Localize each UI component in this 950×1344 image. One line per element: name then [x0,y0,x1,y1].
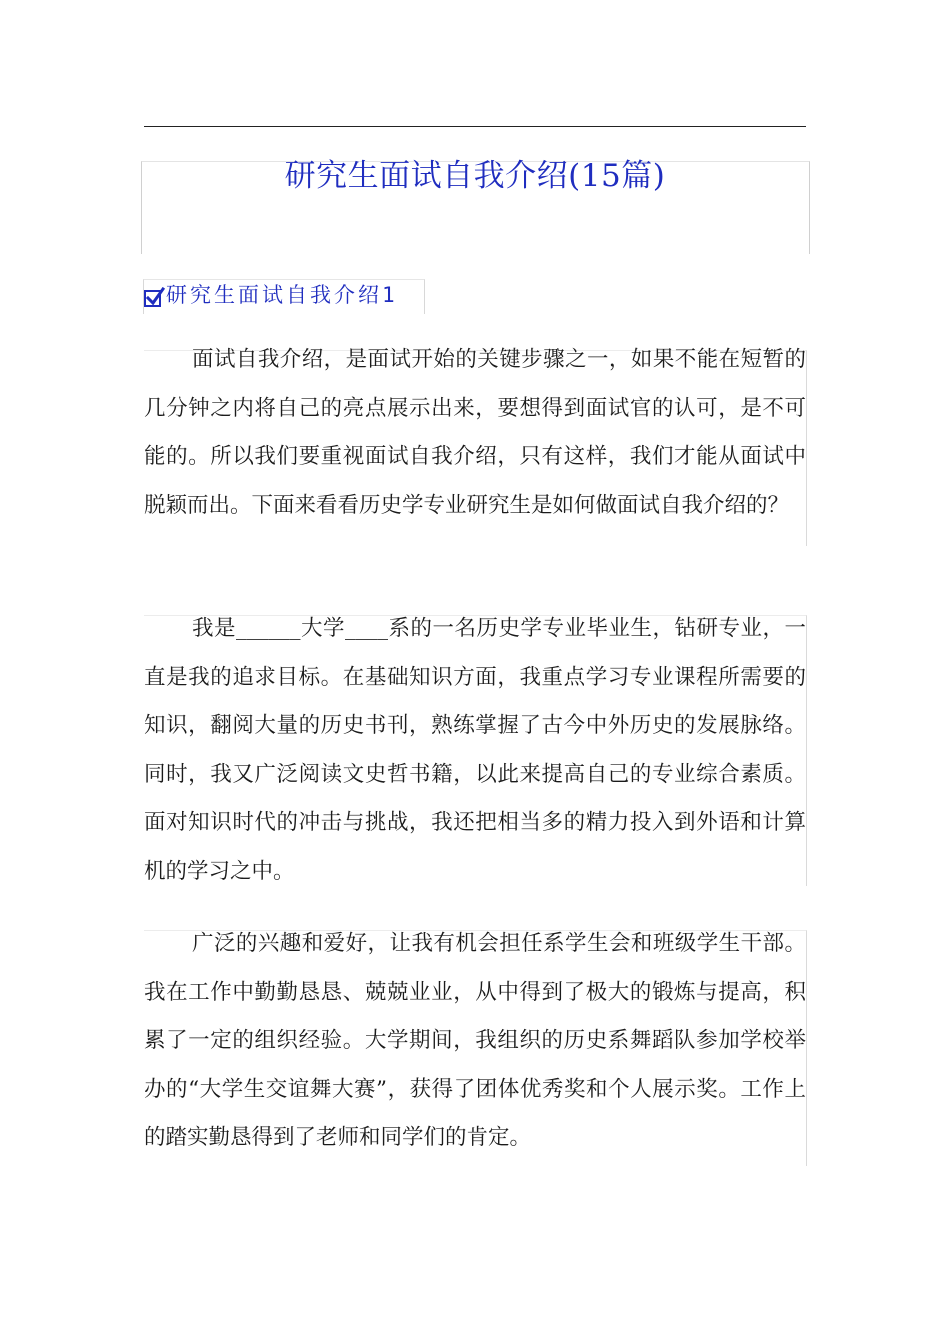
header-rule [144,126,806,127]
body-paragraph-3: 广泛的兴趣和爱好，让我有机会担任系学生会和班级学生干部。我在工作中勤勤恳恳、兢兢业业，从中得到了极大的锻炼与提高，积累了一定的组织经验。大学期间，我组织的历史系舞蹈队参加学校举办的“大学生交谊舞大赛”，获得了团体优秀奖和个人展示奖。工作上的踏实勤恳得到了老师和同学们的肯定。 [144,931,806,1150]
body-paragraph-1: 面试自我介绍，是面试开始的关键步骤之一，如果不能在短暂的几分钟之内将自己的亮点展示出来，要想得到面试官的认可，是不可能的。所以我们要重视面试自我介绍，只有这样，我们才能从面试中脱颖而出。下面来看看历史学专业研究生是如何做面试自我介绍的？ [144,347,806,518]
checkbox-checked-icon [144,290,161,307]
section-heading [144,276,398,312]
body-paragraph-2: 我是______大学____系的一名历史学专业毕业生，钻研专业，一直是我的追求目标。在基础知识方面，我重点学习专业课程所需要的知识，翻阅大量的历史书刊，熟练掌握了古今中外历史的发展脉络。同时，我又广泛阅读文史哲书籍，以此来提高自己的专业综合素质。面对知识时代的冲击与挑战，我还把相当多的精力投入到外语和计算机的学习之中。 [144,616,806,884]
document-title: 研究生面试自我介绍(15篇) [284,158,666,194]
section-heading-text: 研究生面试自我介绍1 [166,283,398,307]
